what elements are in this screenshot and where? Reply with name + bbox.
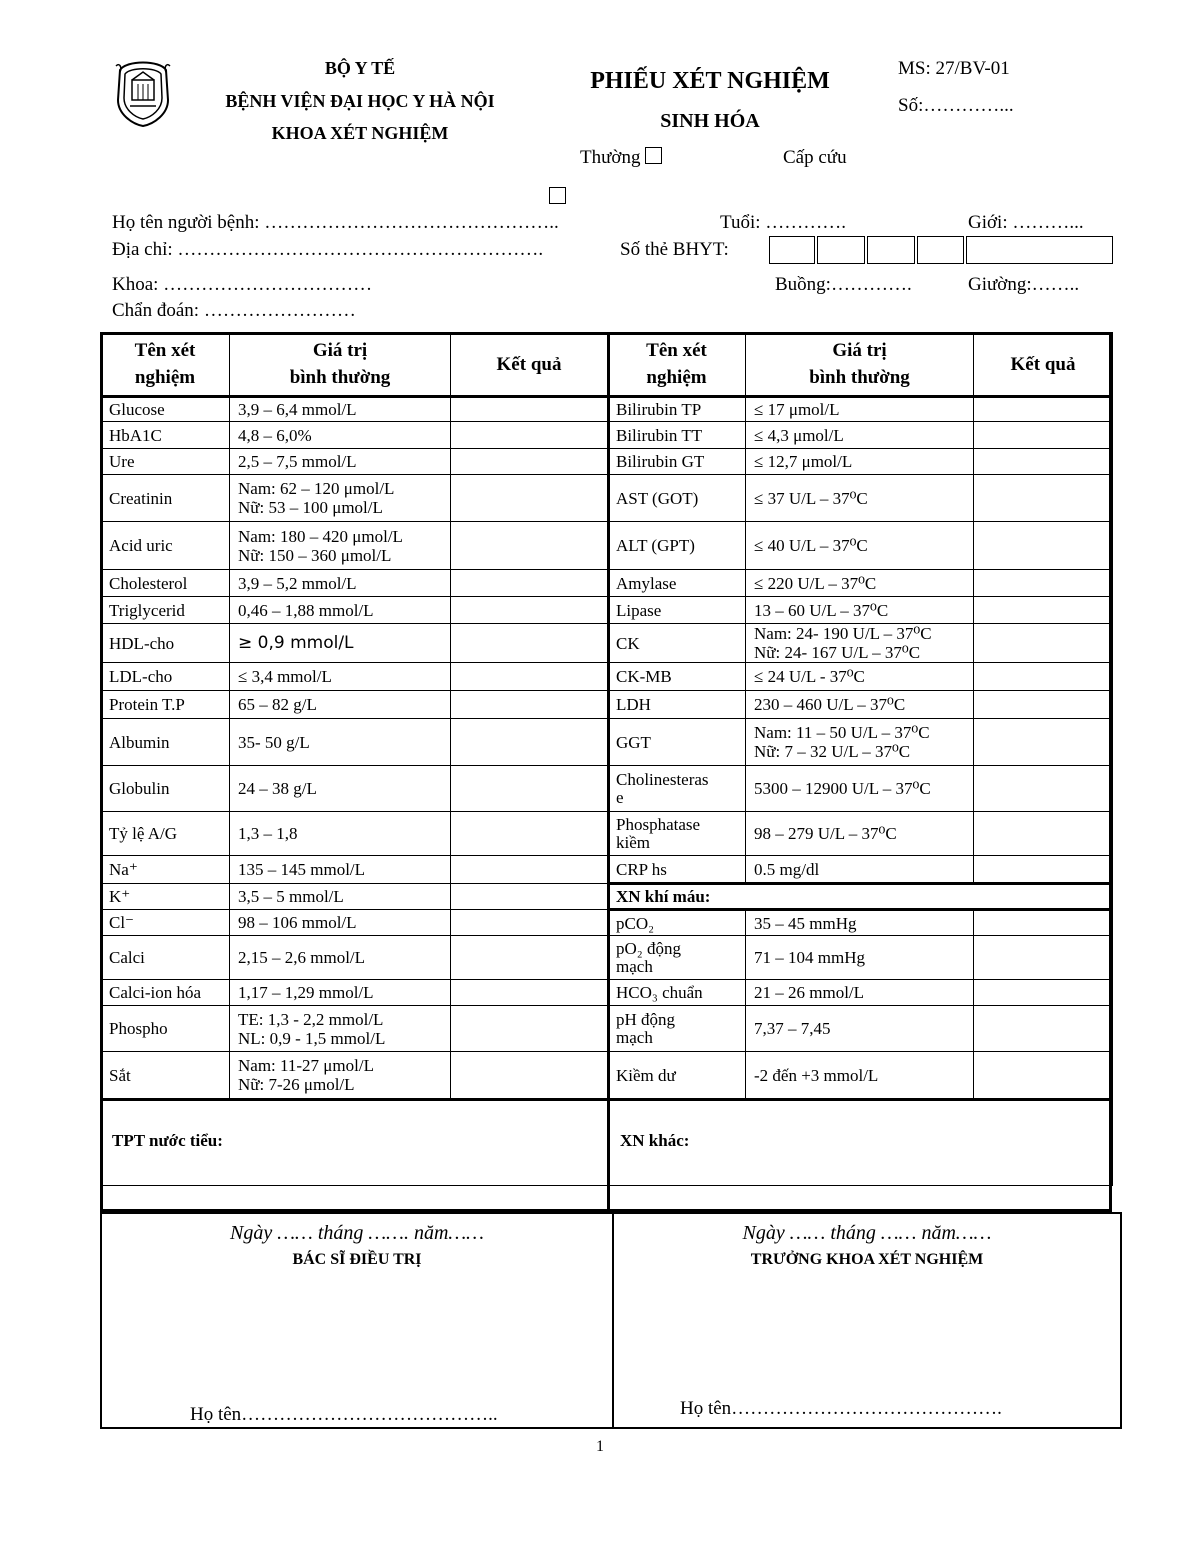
test-name: LDH (608, 691, 746, 719)
normal-range: Nam: 11 – 50 U/L – 37⁰C Nữ: 7 – 32 U/L – 37⁰C (746, 719, 974, 766)
table-row (101, 1006, 1113, 1052)
test-name: Protein T.P (101, 691, 230, 719)
test-name: Creatinin (101, 475, 230, 522)
normal-range: 13 – 60 U/L – 37⁰C (746, 597, 974, 624)
normal-range: ≤ 220 U/L – 37⁰C (746, 570, 974, 597)
test-name: Na⁺ (101, 856, 230, 884)
table-row (101, 397, 1113, 422)
test-name: Calci (101, 936, 230, 980)
urine-input-area[interactable] (103, 1126, 607, 1209)
test-name: Calci-ion hóa (101, 980, 230, 1006)
table-row (101, 522, 1113, 570)
table-row (101, 475, 1113, 522)
result-cell[interactable] (451, 856, 608, 884)
normal-range: ≤ 40 U/L – 37⁰C (746, 522, 974, 570)
normal-range: 3,9 – 5,2 mmol/L (230, 570, 451, 597)
result-cell[interactable] (974, 475, 1113, 522)
lab-head-name-field[interactable]: Họ tên……………………………………. (680, 1398, 1002, 1419)
test-name: Bilirubin GT (608, 449, 746, 475)
normal-range: 21 – 26 mmol/L (746, 980, 974, 1006)
test-name: Albumin (101, 719, 230, 766)
test-name: Amylase (608, 570, 746, 597)
table-row (101, 570, 1113, 597)
normal-range: -2 đến +3 mmol/L (746, 1052, 974, 1100)
test-name: Kiềm dư (608, 1052, 746, 1100)
result-cell[interactable] (451, 980, 608, 1006)
table-header-row (101, 333, 1113, 397)
result-cell[interactable] (451, 812, 608, 856)
result-cell[interactable] (974, 719, 1113, 766)
patient-address-field[interactable]: Địa chỉ: …………………………………………………. (112, 239, 544, 260)
normal-range: 230 – 460 U/L – 37⁰C (746, 691, 974, 719)
result-cell[interactable] (451, 597, 608, 624)
result-cell[interactable] (451, 663, 608, 691)
result-cell[interactable] (451, 570, 608, 597)
table-row (101, 1052, 1113, 1100)
test-name: Phosphatase kiềm (608, 812, 746, 856)
normal-range: ≥ 0,9 mmol/L (230, 624, 451, 663)
other-tests-label: XN khác: (620, 1131, 690, 1150)
test-table (100, 332, 1113, 1186)
test-name: Phospho (101, 1006, 230, 1052)
insurance-box-1[interactable] (769, 236, 815, 264)
patient-gender-field[interactable]: Giới: ………... (968, 212, 1084, 233)
insurance-box-2[interactable] (817, 236, 865, 264)
doctor-signature-box (100, 1212, 614, 1429)
table-row (101, 449, 1113, 475)
result-cell[interactable] (974, 570, 1113, 597)
result-cell[interactable] (451, 719, 608, 766)
ward-field[interactable]: Khoa: …………………………… (112, 274, 373, 295)
room-field[interactable]: Buồng:…………. (775, 274, 912, 295)
lab-head-role: TRƯỞNG KHOA XÉT NGHIỆM (750, 1251, 984, 1268)
test-name: CK (608, 624, 746, 663)
normal-range: ≤ 12,7 μmol/L (746, 449, 974, 475)
result-cell[interactable] (451, 691, 608, 719)
table-row (101, 719, 1113, 766)
normal-range: 2,5 – 7,5 mmol/L (230, 449, 451, 475)
other-tests-input-area[interactable] (610, 1126, 1109, 1209)
section-header-blood-gas: XN khí máu: (608, 884, 1113, 910)
result-cell[interactable] (451, 475, 608, 522)
patient-age-field[interactable]: Tuổi: …………. (720, 212, 846, 233)
result-cell[interactable] (974, 522, 1113, 570)
table-row (101, 856, 1113, 884)
table-row (101, 597, 1113, 624)
normal-range: Nam: 62 – 120 μmol/L Nữ: 53 – 100 μmol/L (230, 475, 451, 522)
normal-range: Nam: 24- 190 U/L – 37⁰C Nữ: 24- 167 U/L – 37⁰C (746, 624, 974, 663)
normal-range: 65 – 82 g/L (230, 691, 451, 719)
test-name: GGT (608, 719, 746, 766)
normal-range: ≤ 24 U/L - 37⁰C (746, 663, 974, 691)
normal-range: 135 – 145 mmol/L (230, 856, 451, 884)
result-cell[interactable] (974, 397, 1113, 422)
header-normal-right: Giá trị bình thường (746, 333, 974, 397)
result-cell[interactable] (451, 936, 608, 980)
table-row (101, 884, 1113, 910)
normal-range: TE: 1,3 - 2,2 mmol/L NL: 0,9 - 1,5 mmol/L (230, 1006, 451, 1052)
test-name: Bilirubin TP (608, 397, 746, 422)
normal-range: 98 – 106 mmol/L (230, 910, 451, 936)
header-result-right: Kết quả (974, 333, 1113, 397)
result-cell[interactable] (974, 766, 1113, 812)
test-name: Ure (101, 449, 230, 475)
normal-range: ≤ 4,3 μmol/L (746, 422, 974, 449)
normal-range: 24 – 38 g/L (230, 766, 451, 812)
test-name: AST (GOT) (608, 475, 746, 522)
ministry-name: BỘ Y TẾ (324, 58, 396, 78)
test-name: pO₂ động mạch (608, 936, 746, 980)
normal-range: ≤ 3,4 mmol/L (230, 663, 451, 691)
normal-range: ≤ 17 μmol/L (746, 397, 974, 422)
test-name: ALT (GPT) (608, 522, 746, 570)
normal-range: Nam: 180 – 420 μmol/L Nữ: 150 – 360 μmol/L (230, 522, 451, 570)
table-row (101, 936, 1113, 980)
test-name: Lipase (608, 597, 746, 624)
test-name: Tỷ lệ A/G (101, 812, 230, 856)
table-row (101, 422, 1113, 449)
result-cell[interactable] (451, 449, 608, 475)
type-normal[interactable] (580, 147, 662, 169)
test-name: LDL-cho (101, 663, 230, 691)
result-cell[interactable] (974, 422, 1113, 449)
test-name: HbA1C (101, 422, 230, 449)
normal-range: 35- 50 g/L (230, 719, 451, 766)
doctor-sign-date: Ngày …… tháng ……. năm…… (230, 1222, 484, 1244)
normal-range: 3,5 – 5 mmol/L (230, 884, 451, 910)
normal-range: 0,46 – 1,88 mmol/L (230, 597, 451, 624)
result-cell[interactable] (451, 766, 608, 812)
normal-range: 35 – 45 mmHg (746, 910, 974, 936)
result-cell[interactable] (451, 422, 608, 449)
normal-range: 1,3 – 1,8 (230, 812, 451, 856)
header-result-left: Kết quả (451, 333, 608, 397)
test-name: pCO₂ (608, 910, 746, 936)
normal-range: 4,8 – 6,0% (230, 422, 451, 449)
result-cell[interactable] (451, 910, 608, 936)
bed-field[interactable]: Giường:…….. (968, 274, 1080, 295)
normal-range: Nam: 11-27 μmol/L Nữ: 7-26 μmol/L (230, 1052, 451, 1100)
type-normal-label: Thường (580, 147, 641, 168)
test-name: HCO₃ chuẩn (608, 980, 746, 1006)
normal-range: 71 – 104 mmHg (746, 936, 974, 980)
normal-range: 1,17 – 1,29 mmol/L (230, 980, 451, 1006)
result-cell[interactable] (974, 1052, 1113, 1100)
normal-range: 0.5 mg/dl (746, 856, 974, 884)
test-name: HDL-cho (101, 624, 230, 663)
urine-label: TPT nước tiểu: (112, 1131, 223, 1150)
page-number: 1 (596, 1438, 604, 1455)
normal-range: 5300 – 12900 U/L – 37⁰C (746, 766, 974, 812)
result-cell[interactable] (974, 980, 1113, 1006)
table-row (101, 663, 1113, 691)
table-row (101, 980, 1113, 1006)
form-number: Số:…………... (898, 95, 1014, 116)
result-cell[interactable] (974, 856, 1113, 884)
form-code: MS: 27/BV-01 (898, 58, 1010, 79)
hospital-logo (112, 56, 174, 128)
test-name: Cl⁻ (101, 910, 230, 936)
insurance-box-5[interactable] (966, 236, 1113, 264)
doctor-role: BÁC SĨ ĐIỀU TRỊ (292, 1251, 422, 1268)
result-cell[interactable] (451, 522, 608, 570)
normal-range: 98 – 279 U/L – 37⁰C (746, 812, 974, 856)
patient-name-field[interactable]: Họ tên người bệnh: ……………………………………….. (112, 212, 559, 233)
test-name: Acid uric (101, 522, 230, 570)
normal-range: 7,37 – 7,45 (746, 1006, 974, 1052)
type-normal-checkbox[interactable] (645, 147, 662, 164)
test-name: Triglycerid (101, 597, 230, 624)
insurance-box-3[interactable] (867, 236, 915, 264)
type-emergency-label: Cấp cứu (783, 147, 847, 168)
header-normal-left: Giá trị bình thường (230, 333, 451, 397)
doctor-name-field[interactable]: Họ tên………………………………….. (190, 1404, 498, 1425)
hospital-name: BỆNH VIỆN ĐẠI HỌC Y HÀ NỘI (225, 91, 495, 111)
table-row (101, 766, 1113, 812)
normal-range: 3,9 – 6,4 mmol/L (230, 397, 451, 422)
normal-range: ≤ 37 U/L – 37⁰C (746, 475, 974, 522)
result-cell[interactable] (974, 597, 1113, 624)
result-cell[interactable] (451, 624, 608, 663)
normal-range: 2,15 – 2,6 mmol/L (230, 936, 451, 980)
lab-head-sign-date: Ngày …… tháng …… năm…… (742, 1222, 992, 1244)
result-cell[interactable] (974, 624, 1113, 663)
table-row (101, 624, 1113, 663)
insurance-label: Số thẻ BHYT: (620, 239, 729, 260)
form-subtitle: SINH HÓA (660, 110, 760, 132)
test-name: Sắt (101, 1052, 230, 1100)
test-name: Bilirubin TT (608, 422, 746, 449)
header-test-name-left: Tên xét nghiệm (101, 333, 230, 397)
insurance-box-4[interactable] (917, 236, 964, 264)
result-cell[interactable] (974, 812, 1113, 856)
type-emergency-checkbox[interactable] (549, 187, 566, 204)
result-cell[interactable] (974, 936, 1113, 980)
test-name: K⁺ (101, 884, 230, 910)
lab-head-signature-box (612, 1212, 1122, 1429)
table-row (101, 812, 1113, 856)
test-name: pH động mạch (608, 1006, 746, 1052)
department-name: KHOA XÉT NGHIỆM (271, 123, 449, 143)
result-cell[interactable] (974, 691, 1113, 719)
table-row (101, 910, 1113, 936)
result-cell[interactable] (451, 1006, 608, 1052)
result-cell[interactable] (451, 1052, 608, 1100)
table-row (101, 691, 1113, 719)
diagnosis-field[interactable]: Chẩn đoán: …………………… (112, 300, 356, 321)
form-title: PHIẾU XÉT NGHIỆM (590, 68, 830, 94)
test-name: Globulin (101, 766, 230, 812)
result-cell[interactable] (974, 910, 1113, 936)
test-name: Glucose (101, 397, 230, 422)
result-cell[interactable] (451, 884, 608, 910)
test-name: Cholinesteras e (608, 766, 746, 812)
result-cell[interactable] (451, 397, 608, 422)
test-name: Cholesterol (101, 570, 230, 597)
test-name: CK-MB (608, 663, 746, 691)
result-cell[interactable] (974, 663, 1113, 691)
result-cell[interactable] (974, 1006, 1113, 1052)
test-name: CRP hs (608, 856, 746, 884)
header-test-name-right: Tên xét nghiệm (608, 333, 746, 397)
result-cell[interactable] (974, 449, 1113, 475)
